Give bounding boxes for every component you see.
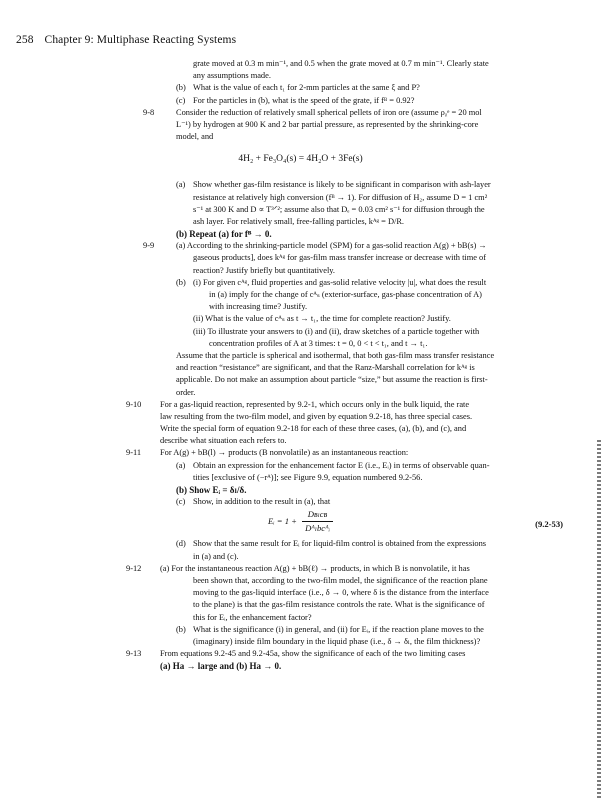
line-text: concentration profiles of A at 3 times: t = 0, 0 < t < t₁, and t → t₁.: [209, 338, 428, 348]
line-text: s⁻¹ at 300 K and D ∝ T³ᐟ²; assume also that Dₑ = 0.03 cm² s⁻¹ for diffusion through the: [193, 204, 485, 214]
line-text: What is the value of each t₁ for 2-mm particles at the same ξ and P?: [193, 83, 420, 93]
line-text: describe what situation each refers to.: [160, 436, 287, 446]
text-line: [0, 624, 601, 636]
text-line: [0, 551, 601, 563]
text-line: [0, 636, 601, 648]
text-line: [0, 228, 601, 240]
line-text: L⁻¹) by hydrogen at 900 K and 2 bar partial pressure, as represented by the shrinking-core: [176, 119, 479, 129]
line-text: grate moved at 0.3 m min⁻¹, and 0.5 when the grate moved at 0.7 m min⁻¹. Clearly state: [193, 59, 489, 68]
part-label: (b): [176, 624, 186, 634]
text-line: [0, 472, 601, 484]
text-line: [0, 423, 601, 435]
text-line: [0, 612, 601, 624]
text-line: [0, 460, 601, 472]
line-text: in (a) imply for the change of cᴬₛ (exterior-surface, gas-phase concentration of A): [209, 290, 482, 299]
part-label: (c): [176, 497, 186, 507]
line-text: Obtain an expression for the enhancement factor E (i.e., Eᵢ) in terms of observable quan-: [193, 460, 490, 470]
page-header: [16, 34, 236, 46]
text-line: [0, 563, 601, 575]
line-text: and reaction “resistance” are significant, and that the Ranz-Marshall correlation for kᴬᵍ is: [176, 363, 475, 373]
equation-numerator: Dʙₗcʙ: [302, 508, 333, 521]
line-text: For A(g) + bB(l) → products (B nonvolatile) as an instantaneous reaction:: [160, 448, 409, 458]
problem-number: 9-11: [126, 448, 142, 458]
text-line: [0, 313, 601, 325]
line-text: (a) According to the shrinking-particle model (SPM) for a gas-solid reaction A(g) + bB(s) →: [176, 241, 487, 251]
equation-number: (9.2-53): [535, 519, 563, 530]
text-line: [0, 252, 601, 264]
line-text: Write the special form of equation 9.2-18 for each of these three cases, (a), (b), and (c), and: [160, 424, 467, 434]
text-line: [0, 289, 601, 301]
line-text: For the particles in (b), what is the speed of the grate, if fᴮ = 0.92?: [193, 95, 415, 105]
line-text: (b) Repeat (a) for fᴮ → 0.: [176, 229, 272, 240]
line-text: this for Eᵢ, the enhancement factor?: [193, 612, 312, 622]
text-line: [0, 435, 601, 447]
problems-text-part2: [0, 538, 601, 672]
text-line: [0, 277, 601, 289]
line-text: gaseous products], does kᴬᵍ for gas-film mass transfer increase or decrease with time of: [193, 253, 487, 263]
problem-number: 9-13: [126, 649, 142, 659]
text-line: [0, 374, 601, 386]
text-line: [0, 326, 601, 338]
text-line: [0, 587, 601, 599]
text-line: [0, 648, 601, 660]
text-line: [0, 599, 601, 611]
text-line: [0, 265, 601, 277]
part-label: (a): [176, 460, 186, 470]
line-text: been shown that, according to the two-film model, the significance of the reaction plane: [193, 575, 488, 585]
text-line: [0, 192, 601, 204]
line-text: with increasing time? Justify.: [209, 302, 308, 312]
line-text: (a) Ha → large and (b) Ha → 0.: [160, 661, 282, 672]
line-text: resistance at relatively high conversion (fᴮ → 1). For diffusion of H₂, assume D = 1 cm²: [193, 192, 488, 202]
line-text: Show that the same result for Eᵢ for liquid-film control is obtained from the expressions: [193, 539, 487, 549]
problem-number: 9-8: [143, 107, 155, 117]
line-text: (imaginary) inside film boundary in the liquid phase (i.e., δ → δₗ, the film thickness)?: [193, 636, 481, 646]
page-number: 258: [16, 34, 34, 46]
equation-9-2-53: [0, 508, 601, 538]
equation-lhs: Eᵢ = 1 +: [267, 515, 297, 526]
text-line: [0, 240, 601, 252]
part-label: (d): [176, 539, 186, 549]
text-line: [0, 496, 601, 508]
problem-number: 9-10: [126, 399, 142, 409]
text-line: [0, 538, 601, 550]
line-text: any assumptions made.: [193, 71, 271, 81]
line-text: order.: [176, 387, 196, 397]
line-text: to the plane) is that the gas-film resistance controls the rate. What is the significance of: [193, 600, 485, 610]
text-line: [0, 131, 601, 143]
text-line: [0, 387, 601, 399]
chapter-title: Chapter 9: Multiphase Reacting Systems: [44, 34, 237, 46]
part-label: (b): [176, 277, 186, 287]
text-line: [0, 301, 601, 313]
text-line: [0, 119, 601, 131]
equation-denominator: Dᴬₗbcᴬᵢ: [305, 522, 331, 533]
text-line: [0, 399, 601, 411]
line-text: law resulting from the two-film model, and given by equation 9.2-18, has three special cases.: [160, 411, 473, 421]
problems-text-part1: [0, 58, 601, 508]
text-line: [0, 411, 601, 423]
text-line: [0, 660, 601, 672]
line-text: (a) For the instantaneous reaction A(g) + bB(ℓ) → products, in which B is nonvolatile, it has: [160, 563, 470, 573]
line-text: What is the significance (i) in general, and (ii) for Eᵢ, if the reaction plane moves to the: [193, 624, 484, 634]
text-line: [0, 58, 601, 70]
part-label: (a): [176, 180, 186, 190]
text-line: [0, 107, 601, 119]
line-text: Show whether gas-film resistance is likely to be significant in comparison with ash-layer: [193, 180, 491, 190]
text-line: [0, 216, 601, 228]
line-text: (ii) What is the value of cᴬₛ as t → t₁, the time for complete reaction? Justify.: [193, 314, 451, 324]
text-line: [0, 70, 601, 82]
line-text: Show, in addition to the result in (a), that: [193, 497, 331, 507]
text-line: [0, 575, 601, 587]
text-line: [0, 179, 601, 191]
line-text: in (a) and (c).: [193, 551, 239, 561]
line-text: tities [exclusive of (−rᴬ)]; see Figure 9.9, equation numbered 9.2-56.: [193, 472, 423, 482]
scan-edge-artifact: [597, 440, 601, 800]
problem-number: 9-9: [143, 241, 155, 251]
line-text: Assume that the particle is spherical and isothermal, that both gas-film mass transfer resistance: [176, 350, 495, 360]
reaction-equation: [0, 149, 601, 173]
document-body: [0, 58, 601, 672]
part-label: (c): [176, 95, 186, 105]
line-text: ash layer. For relatively small, free-falling particles, kᴬᵍ = D/R.: [193, 216, 405, 226]
text-line: [0, 204, 601, 216]
line-text: applicable. Do not make an assumption about particle “size,” but assume the reaction is first-: [176, 375, 488, 385]
line-text: (iii) To illustrate your answers to (i) and (ii), draw sketches of a particle together with: [193, 326, 480, 336]
line-text: model, and: [176, 132, 214, 142]
problem-number: 9-12: [126, 563, 142, 573]
part-label: (b): [176, 83, 186, 93]
text-line: [0, 350, 601, 362]
line-text: reaction? Justify briefly but quantitatively.: [193, 265, 336, 275]
reaction-equation-text: 4H₂ + Fe₃O₄(s) = 4H₂O + 3Fe(s): [238, 154, 363, 165]
line-text: For a gas-liquid reaction, represented by 9.2-1, which occurs only in the bulk liquid, the rate: [160, 399, 470, 409]
text-line: [0, 362, 601, 374]
text-line: [0, 95, 601, 107]
text-line: [0, 338, 601, 350]
line-text: moving to the gas-liquid interface (i.e., δ → 0, where δ is the distance from the interface: [193, 588, 489, 598]
line-text: (b) Show Eᵢ = δₗ/δ.: [176, 485, 247, 495]
line-text: (i) For given cᴬᵍ, fluid properties and gas-solid relative velocity |u|, what does the result: [193, 277, 487, 287]
line-text: From equations 9.2-45 and 9.2-45a, show the significance of each of the two limiting cases: [160, 649, 466, 659]
text-line: [0, 447, 601, 459]
text-line: [0, 82, 601, 94]
line-text: Consider the reduction of relatively small spherical pellets of iron ore (assume ρᵪᵉ = 20 mol: [176, 107, 482, 117]
text-line: [0, 484, 601, 496]
